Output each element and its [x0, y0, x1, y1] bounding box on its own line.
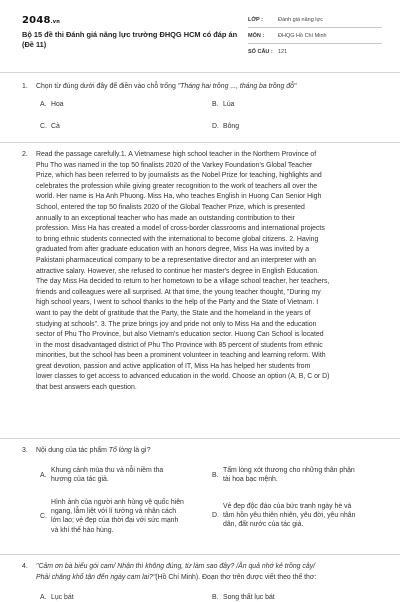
site-logo[interactable]: 2048.vn — [22, 15, 60, 26]
passage-line: attractive salary. However, she refused to continue her master's degree in English Education. — [36, 267, 320, 275]
passage-line: minorities, but the school has been a prominent volunteer in teaching and learning reform. With — [36, 352, 326, 360]
option-text: Lục bát — [51, 594, 74, 601]
option-c[interactable] — [40, 122, 200, 132]
passage-line: sector of Phu Tho Province, but also Vietnam's education sector. Huong Can School is located — [36, 331, 324, 339]
divider — [0, 554, 400, 555]
passage-line: The day Miss Ha decided to return to her hometown to be a village school teacher, her teachers, — [36, 278, 330, 286]
passage-line: profession. Miss Ha has created a model of cross-border classrooms and international projects — [36, 225, 325, 233]
question-3 — [22, 446, 378, 546]
meta-value: Đánh giá năng lực — [278, 17, 323, 23]
passage-line: lower classes to get access to advanced education in the world. Choose an option (A, B, C or D) — [36, 373, 330, 381]
meta-row-class — [248, 12, 382, 28]
option-c[interactable] — [40, 498, 205, 536]
passage-line: studying at schools". 3. The prize brings joy and pride not only to Miss Ha and the education — [36, 320, 317, 328]
passage-line: high school years, I went to school thanks to the help of the Party and the State of Vietnam. I — [36, 299, 319, 307]
option-text: Bông — [223, 123, 240, 130]
option-b[interactable] — [212, 593, 372, 602]
option-text: Lúa — [223, 101, 235, 108]
divider — [0, 72, 400, 73]
passage-line: Phu Tho was named in the top 50 finalists 2020 of the Varkey Foundation's Global Teacher — [36, 161, 313, 169]
passage-line: that best answers each question. — [36, 384, 137, 392]
question-number: 2. — [22, 151, 28, 158]
exam-header — [22, 12, 382, 60]
option-letter: D. — [212, 512, 219, 519]
question-text: Nội dung của tác phẩm Tố lòng là gì? — [36, 447, 151, 454]
meta-value: 121 — [278, 49, 288, 55]
passage-line: friends and colleagues were all surprised. At that time, the young teacher thought, "During my — [36, 288, 321, 296]
option-letter: B. — [212, 101, 219, 108]
question-text: "Cảm ơn bà biểu gói cam/ Nhận thì không đúng, từ làm sao đây? /Ăn quả nhớ kẻ trồng cây/ Phải chăng khổ tận đến ngày cam lai?"(Hồ Chí Minh). Đoạn thơ trên được viết theo thể thơ: — [36, 563, 317, 581]
option-letter: A. — [40, 101, 47, 108]
meta-key: MÔN : — [248, 33, 265, 39]
option-text: Cà — [51, 123, 60, 130]
option-text: Hoa — [51, 101, 64, 108]
passage-line: Read the passage carefully.1. A Vietnamese high school teacher in the Northern Province of — [36, 151, 317, 158]
divider — [0, 142, 400, 143]
exam-meta-table — [248, 12, 382, 59]
exam-title: Bộ 15 đề thi Đánh giá năng lực trường ĐHQG HCM có đáp án (Đề 11) — [22, 30, 238, 49]
option-letter: A. — [40, 472, 47, 479]
question-2 — [22, 150, 378, 400]
option-text: Vẻ đẹp độc đáo của bức tranh ngày hè và tâm hồn yêu thiên nhiên, yêu đời, yêu nhân dân, đất nước của tác giả. — [223, 503, 356, 529]
divider — [0, 438, 400, 439]
option-b[interactable] — [212, 466, 378, 486]
passage-line: in the most disadvantaged district of Phu Tho Province with 85 percent of students from ethnic — [36, 341, 323, 349]
meta-key: SỐ CÂU : — [248, 49, 273, 55]
option-letter: C. — [40, 123, 47, 130]
passage-line: graduated from after graduate education with an honors degree, Miss Ha was invited by a — [36, 246, 310, 254]
passage-line: Pakistani pharmaceutical company to be a representative director and an interpreter with an — [36, 256, 316, 264]
meta-row-subject — [248, 28, 382, 44]
option-d[interactable] — [212, 502, 378, 532]
option-text: Tấm lòng xót thương cho những thân phận tài hoa bạc mệnh. — [223, 467, 355, 484]
option-letter: A. — [40, 594, 47, 601]
option-a[interactable] — [40, 466, 205, 486]
question-4 — [22, 562, 378, 600]
option-a[interactable] — [40, 100, 200, 110]
meta-row-count — [248, 44, 382, 59]
question-text: Chọn từ đúng dưới đây để điền vào chỗ trống "Tháng hai trồng ..., tháng ba trồng đỗ" — [36, 83, 297, 90]
passage-line: great devotion, passion and active application of IT, Miss Ha has helped her students from — [36, 362, 311, 370]
meta-key: LỚP : — [248, 17, 263, 23]
question-number: 3. — [22, 447, 28, 454]
option-text: Hình ảnh của người anh hùng vệ quốc hiên ngang, lẫm liệt với lí tưởng và nhân cách lớn lao; vẻ đẹp của thời đại với sức mạnh và khí thế hào hùng. — [51, 499, 184, 534]
passage-line: annually to an exceptional teacher who has made an outstanding contribution to their — [36, 214, 295, 222]
option-text: Song thất lục bát — [223, 594, 275, 601]
option-letter: D. — [212, 123, 219, 130]
option-a[interactable] — [40, 593, 200, 602]
question-number: 1. — [22, 83, 28, 90]
option-text: Khung cảnh mùa thu và nỗi niềm tha hương của tác giả. — [51, 467, 164, 484]
passage-line: School, entered the top 50 finalists 2020 of the Global Teacher Prize, which is presented — [36, 203, 305, 211]
option-letter: B. — [212, 472, 219, 479]
meta-value: ĐHQG Hồ Chí Minh — [278, 33, 327, 39]
option-d[interactable] — [212, 122, 372, 132]
passage-line: world. Her name is Ha Anh Phuong. Miss Ha, who teaches English in Huong Can Senior High — [36, 193, 322, 201]
passage-line: celebrates the profession while giving greater recognition to the work of teachers all over the — [36, 182, 318, 190]
passage-line: to bring ethnic students connected with the international to become global citizens. 2. Having — [36, 235, 319, 243]
passage-line: Prize, which has been referred to by journalists as the Nobel Prize for teaching, highlights and — [36, 172, 322, 180]
passage-line: want to pay the debt of gratitude that the Party, the State and the homeland in the years of — [36, 309, 311, 317]
question-1 — [22, 82, 378, 142]
option-letter: B. — [212, 594, 219, 601]
option-letter: C. — [40, 513, 47, 520]
option-b[interactable] — [212, 100, 372, 110]
reading-passage — [36, 150, 378, 394]
question-number: 4. — [22, 563, 28, 570]
